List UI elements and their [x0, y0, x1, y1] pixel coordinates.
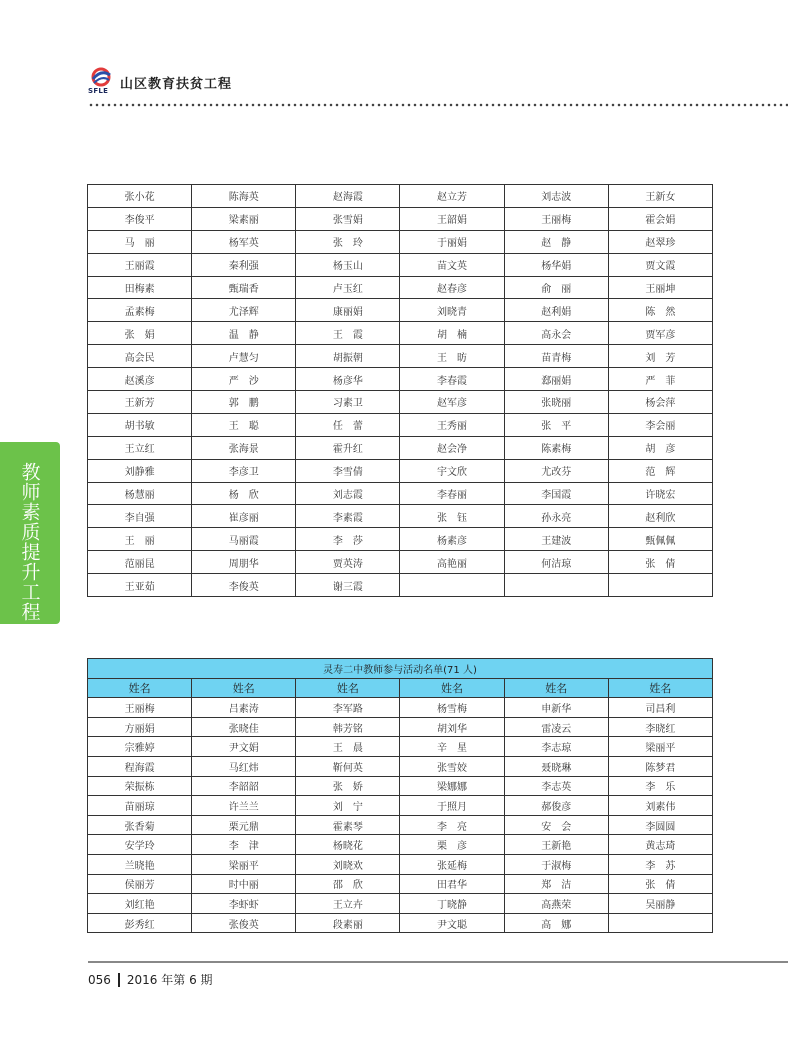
- name-cell: 杨军英: [192, 230, 296, 253]
- name-cell: 胡刘华: [400, 717, 504, 737]
- table-row: [88, 345, 713, 368]
- side-tab-label: 教师素质提升工程: [18, 462, 41, 622]
- name-cell: 康丽娟: [296, 299, 400, 322]
- name-cell: 贾英涛: [296, 551, 400, 574]
- name-cell: 张晓丽: [504, 391, 608, 414]
- name-cell: 胡 楠: [400, 322, 504, 345]
- name-cell: 王韶娟: [400, 207, 504, 230]
- name-cell: 李俊英: [192, 574, 296, 597]
- table-row: [88, 436, 713, 459]
- column-header: 姓名: [608, 678, 712, 698]
- table-row: [88, 551, 713, 574]
- name-cell: 陈海英: [192, 185, 296, 208]
- name-cell: 崔彦丽: [192, 505, 296, 528]
- name-cell: 霍素琴: [296, 815, 400, 835]
- name-cell: 尤泽辉: [192, 299, 296, 322]
- name-cell: 李 乐: [608, 776, 712, 796]
- side-section-tab: [0, 442, 60, 624]
- name-cell: 刘志波: [504, 185, 608, 208]
- table-row: [88, 505, 713, 528]
- name-cell: 赵 静: [504, 230, 608, 253]
- name-cell: 王 霞: [296, 322, 400, 345]
- name-cell: 王 晨: [296, 737, 400, 757]
- name-cell: 何洁琼: [504, 551, 608, 574]
- name-cell: 刘晓青: [400, 299, 504, 322]
- name-cell: 张 倩: [608, 551, 712, 574]
- table-row: [88, 698, 713, 718]
- name-cell: 赵立芳: [400, 185, 504, 208]
- name-cell: 霍会娟: [608, 207, 712, 230]
- name-cell: 杨彦华: [296, 368, 400, 391]
- name-cell: 王立红: [88, 436, 192, 459]
- table-row: [88, 413, 713, 436]
- name-cell: 王新艳: [504, 835, 608, 855]
- name-cell: 王丽霞: [88, 253, 192, 276]
- name-cell: 温 静: [192, 322, 296, 345]
- name-cell: 张雪姣: [400, 756, 504, 776]
- name-cell: 梁素丽: [192, 207, 296, 230]
- table-row: [88, 368, 713, 391]
- name-cell: 张晓佳: [192, 717, 296, 737]
- name-cell: 陈 然: [608, 299, 712, 322]
- name-cell: 李春丽: [400, 482, 504, 505]
- header-title: 山区教育扶贫工程: [120, 76, 233, 92]
- name-cell: 段素丽: [296, 913, 400, 933]
- name-cell: 任 蕾: [296, 413, 400, 436]
- name-cell: 苗丽琼: [88, 796, 192, 816]
- name-cell: 李雪倩: [296, 459, 400, 482]
- name-cell: 孙永亮: [504, 505, 608, 528]
- name-cell: 严 沙: [192, 368, 296, 391]
- name-cell: 李自强: [88, 505, 192, 528]
- name-cell: 郄丽娟: [504, 368, 608, 391]
- name-cell: 梁娜娜: [400, 776, 504, 796]
- name-cell: 习素卫: [296, 391, 400, 414]
- name-cell: 栗元鼎: [192, 815, 296, 835]
- name-cell: 胡振朝: [296, 345, 400, 368]
- name-cell: 高燕荣: [504, 894, 608, 914]
- name-cell: 杨素彦: [400, 528, 504, 551]
- table-row: [88, 796, 713, 816]
- name-cell: 郑 洁: [504, 874, 608, 894]
- page-number: 056: [88, 972, 111, 987]
- name-cell: 李会丽: [608, 413, 712, 436]
- name-cell: 谢三霞: [296, 574, 400, 597]
- name-cell: 赵军彦: [400, 391, 504, 414]
- name-cell: 尹文聪: [400, 913, 504, 933]
- name-cell: 李 苏: [608, 854, 712, 874]
- name-cell: 刘静雅: [88, 459, 192, 482]
- table-row: [88, 737, 713, 757]
- name-cell: 苗青梅: [504, 345, 608, 368]
- logo-text: SFLE: [88, 87, 109, 95]
- name-cell: 李素霞: [296, 505, 400, 528]
- name-cell: 许晓宏: [608, 482, 712, 505]
- name-cell: 丁晓静: [400, 894, 504, 914]
- name-cell: 王 聪: [192, 413, 296, 436]
- name-cell: 李晓红: [608, 717, 712, 737]
- name-cell: 胡书敏: [88, 413, 192, 436]
- name-cell: 王新芳: [88, 391, 192, 414]
- name-cell: 辛 星: [400, 737, 504, 757]
- table-row: [88, 276, 713, 299]
- name-cell: 尹文娟: [192, 737, 296, 757]
- table-row: [88, 717, 713, 737]
- table-row: [88, 207, 713, 230]
- name-cell: 严 菲: [608, 368, 712, 391]
- table-row: [88, 756, 713, 776]
- name-cell: 王建波: [504, 528, 608, 551]
- name-cell: 安 会: [504, 815, 608, 835]
- name-cell: 张海景: [192, 436, 296, 459]
- footer-separator: [118, 973, 120, 987]
- name-cell: 李韶韶: [192, 776, 296, 796]
- name-cell: 王新女: [608, 185, 712, 208]
- name-cell: 方丽娟: [88, 717, 192, 737]
- name-cell: 安学玲: [88, 835, 192, 855]
- name-cell: 陈梦君: [608, 756, 712, 776]
- name-cell: 张雪娟: [296, 207, 400, 230]
- name-cell: 王丽坤: [608, 276, 712, 299]
- name-cell: 甄瑞香: [192, 276, 296, 299]
- name-cell: 张香菊: [88, 815, 192, 835]
- sfle-logo: [88, 67, 114, 97]
- column-header: 姓名: [296, 678, 400, 698]
- name-cell: 李春霞: [400, 368, 504, 391]
- name-cell: 许兰兰: [192, 796, 296, 816]
- name-cell: 高永会: [504, 322, 608, 345]
- name-cell: 胡 彦: [608, 436, 712, 459]
- name-cell: 郝俊彦: [504, 796, 608, 816]
- page-header: [88, 66, 232, 98]
- name-cell: 梁丽平: [192, 854, 296, 874]
- name-cell: 赵会净: [400, 436, 504, 459]
- name-cell: 田君华: [400, 874, 504, 894]
- table-row: [88, 322, 713, 345]
- name-cell: 秦利强: [192, 253, 296, 276]
- name-cell: 王 丽: [88, 528, 192, 551]
- name-cell: 卢慧匀: [192, 345, 296, 368]
- table-row: [88, 230, 713, 253]
- table-row: [88, 391, 713, 414]
- name-cell: 韩芳铭: [296, 717, 400, 737]
- name-cell: 贾军彦: [608, 322, 712, 345]
- name-cell: 李俊平: [88, 207, 192, 230]
- table-row: [88, 854, 713, 874]
- name-cell: 甄佩佩: [608, 528, 712, 551]
- name-cell: 张小花: [88, 185, 192, 208]
- table-row: [88, 482, 713, 505]
- footer-divider: [88, 961, 788, 963]
- name-cell: 高会民: [88, 345, 192, 368]
- name-cell: 陈素梅: [504, 436, 608, 459]
- name-cell: 杨会萍: [608, 391, 712, 414]
- table-row: [88, 459, 713, 482]
- name-cell: 张 平: [504, 413, 608, 436]
- name-cell: 李志英: [504, 776, 608, 796]
- table-row: [88, 815, 713, 835]
- dotted-divider: [88, 103, 788, 107]
- name-cell: 杨 欣: [192, 482, 296, 505]
- name-cell: 吕素涛: [192, 698, 296, 718]
- table-row: [88, 894, 713, 914]
- name-cell: 杨晓花: [296, 835, 400, 855]
- name-cell: 邵 欣: [296, 874, 400, 894]
- column-header: 姓名: [88, 678, 192, 698]
- name-cell: 马红炜: [192, 756, 296, 776]
- table-row: [88, 185, 713, 208]
- name-cell: 郭 鹏: [192, 391, 296, 414]
- name-cell: 侯丽芳: [88, 874, 192, 894]
- name-cell: 张俊英: [192, 913, 296, 933]
- name-cell: 王丽梅: [504, 207, 608, 230]
- name-cell: 于丽娟: [400, 230, 504, 253]
- name-cell: 杨华娟: [504, 253, 608, 276]
- name-cell: 李虾虾: [192, 894, 296, 914]
- name-cell: 贾文霞: [608, 253, 712, 276]
- name-cell: 张 钰: [400, 505, 504, 528]
- name-cell: 时中丽: [192, 874, 296, 894]
- name-cell: 赵溪彦: [88, 368, 192, 391]
- name-cell: 吴丽静: [608, 894, 712, 914]
- name-cell: 高 娜: [504, 913, 608, 933]
- name-cell: 王秀丽: [400, 413, 504, 436]
- name-cell: 张 玲: [296, 230, 400, 253]
- column-header: 姓名: [504, 678, 608, 698]
- name-cell: 马 丽: [88, 230, 192, 253]
- name-cell: 卢玉红: [296, 276, 400, 299]
- table-row: [88, 299, 713, 322]
- name-cell: 荣振栋: [88, 776, 192, 796]
- name-cell: 霍升红: [296, 436, 400, 459]
- table-row: [88, 874, 713, 894]
- name-cell: 程海霞: [88, 756, 192, 776]
- name-cell: [400, 574, 504, 597]
- name-cell: 刘素伟: [608, 796, 712, 816]
- name-cell: 王 昉: [400, 345, 504, 368]
- name-cell: 李圆圆: [608, 815, 712, 835]
- name-cell: 张延梅: [400, 854, 504, 874]
- name-cell: 张 倩: [608, 874, 712, 894]
- name-cell: 杨雪梅: [400, 698, 504, 718]
- table-caption: 灵寿二中教师参与活动名单(71 人): [88, 659, 713, 679]
- name-cell: 靳何英: [296, 756, 400, 776]
- name-cell: 赵春彦: [400, 276, 504, 299]
- name-cell: 雷凌云: [504, 717, 608, 737]
- name-cell: 刘 芳: [608, 345, 712, 368]
- name-cell: 田梅素: [88, 276, 192, 299]
- name-cell: 苗文英: [400, 253, 504, 276]
- name-cell: 李 津: [192, 835, 296, 855]
- name-cell: 范 辉: [608, 459, 712, 482]
- table-row: [88, 528, 713, 551]
- name-cell: 司昌利: [608, 698, 712, 718]
- name-cell: 彭秀红: [88, 913, 192, 933]
- name-cell: [608, 574, 712, 597]
- column-header: 姓名: [400, 678, 504, 698]
- table-row: [88, 253, 713, 276]
- name-cell: 梁丽平: [608, 737, 712, 757]
- name-cell: 宗雅婷: [88, 737, 192, 757]
- issue-label: 2016 年第 6 期: [126, 973, 213, 987]
- teacher-names-table-2: [87, 658, 713, 933]
- name-cell: [608, 913, 712, 933]
- name-cell: 杨慧丽: [88, 482, 192, 505]
- name-cell: 马丽霞: [192, 528, 296, 551]
- name-cell: 李 亮: [400, 815, 504, 835]
- name-cell: 范丽昆: [88, 551, 192, 574]
- table-row: [88, 574, 713, 597]
- name-cell: 于照月: [400, 796, 504, 816]
- name-cell: 赵翠珍: [608, 230, 712, 253]
- name-cell: 孟素梅: [88, 299, 192, 322]
- name-cell: 俞 丽: [504, 276, 608, 299]
- name-cell: 李志琼: [504, 737, 608, 757]
- name-cell: 王立卉: [296, 894, 400, 914]
- name-cell: 聂晓琳: [504, 756, 608, 776]
- name-cell: 周朋华: [192, 551, 296, 574]
- table-row: [88, 776, 713, 796]
- name-cell: 刘红艳: [88, 894, 192, 914]
- name-cell: 赵利娟: [504, 299, 608, 322]
- name-cell: 张 娇: [296, 776, 400, 796]
- name-cell: 刘志霞: [296, 482, 400, 505]
- name-cell: 赵海霞: [296, 185, 400, 208]
- name-cell: 高艳丽: [400, 551, 504, 574]
- name-cell: 刘 宁: [296, 796, 400, 816]
- name-cell: 王亚茹: [88, 574, 192, 597]
- name-cell: [504, 574, 608, 597]
- name-cell: 刘晓欢: [296, 854, 400, 874]
- name-cell: 尤改芬: [504, 459, 608, 482]
- name-cell: 申新华: [504, 698, 608, 718]
- name-cell: 宇文欣: [400, 459, 504, 482]
- name-cell: 李国霞: [504, 482, 608, 505]
- name-cell: 栗 彦: [400, 835, 504, 855]
- name-cell: 李彦卫: [192, 459, 296, 482]
- name-cell: 张 娟: [88, 322, 192, 345]
- name-cell: 兰晓艳: [88, 854, 192, 874]
- teacher-names-table-1: [87, 184, 713, 597]
- column-header: 姓名: [192, 678, 296, 698]
- name-cell: 黄志琦: [608, 835, 712, 855]
- name-cell: 赵利欣: [608, 505, 712, 528]
- page-footer: [88, 971, 213, 988]
- name-cell: 王丽梅: [88, 698, 192, 718]
- name-cell: 李 莎: [296, 528, 400, 551]
- table-row: [88, 835, 713, 855]
- name-cell: 于淑梅: [504, 854, 608, 874]
- name-cell: 李军路: [296, 698, 400, 718]
- name-cell: 杨玉山: [296, 253, 400, 276]
- table-row: [88, 913, 713, 933]
